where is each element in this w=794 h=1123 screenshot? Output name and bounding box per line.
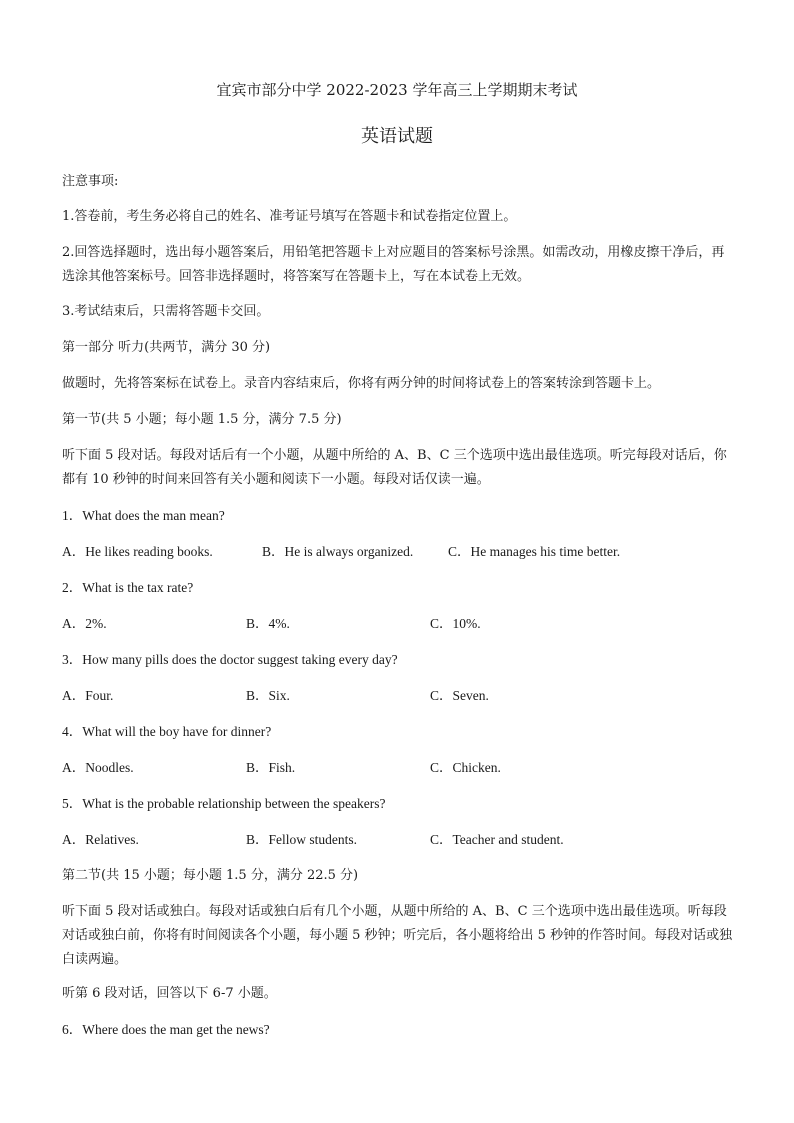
notice-item-3: 3.考试结束后，只需将答题卡交回。	[62, 304, 270, 319]
notice-heading: 注意事项:	[62, 174, 119, 189]
notice-item-2: 2.回答选择题时，选出每小题答案后，用铅笔把答题卡上对应题目的答案标号涂黑。如需改动，用橡皮擦干净后，再选涂其他答案标号。回答非选择题时，将答案写在答题卡上，写在本试卷上无效。	[62, 245, 725, 284]
question-1-option-c: C．He manages his time better.	[448, 544, 621, 559]
question-5-option-b: B．Fellow students.	[246, 832, 358, 847]
question-4-option-c: C．Chicken.	[430, 760, 501, 775]
question-4-option-a: A．Noodles.	[62, 760, 134, 775]
section1-instruction: 听下面 5 段对话。每段对话后有一个小题，从题中所给的 A、B、C 三个选项中选出最佳选项。听完每段对话后，你都有 10 秒钟的时间来回答有关小题和阅读下一小题。每段对话仅读一遍。	[62, 448, 727, 487]
question-3-option-b: B．Six.	[246, 688, 290, 703]
part1-instruction: 做题时，先将答案标在试卷上。录音内容结束后，你将有两分钟的时间将试卷上的答案转涂到答题卡上。	[62, 376, 661, 391]
question-4-stem: 4．What will the boy have for dinner?	[62, 724, 272, 739]
question-4-option-b: B．Fish.	[246, 760, 296, 775]
question-2-option-c: C．10%.	[430, 616, 481, 631]
question-5-option-c: C．Teacher and student.	[430, 832, 564, 847]
question-2-option-b: B．4%.	[246, 616, 290, 631]
section1-heading: 第一节(共 5 小题；每小题 1.5 分，满分 7.5 分)	[62, 412, 342, 427]
exam-title: 宜宾市部分中学 2022-2023 学年高三上学期期末考试	[216, 81, 578, 99]
question-2-option-a: A．2%.	[62, 616, 107, 631]
question-6-stem: 6．Where does the man get the news?	[62, 1022, 270, 1037]
question-3-stem: 3．How many pills does the doctor suggest taking every day?	[62, 652, 398, 667]
question-5-stem: 5．What is the probable relationship between the speakers?	[62, 796, 386, 811]
part1-heading: 第一部分 听力(共两节，满分 30 分)	[62, 340, 271, 355]
section2-heading: 第二节(共 15 小题；每小题 1.5 分，满分 22.5 分)	[62, 868, 359, 883]
section2-instruction: 听下面 5 段对话或独白。每段对话或独白后有几个小题，从题中所给的 A、B、C 三个选项中选出最佳选项。听每段对话或独白前，你将有时间阅读各个小题，每小题 5 秒钟；听完后，各小题将给出 5 秒钟的作答时间。每段对话或独白读两遍。	[62, 904, 733, 967]
question-3-option-c: C．Seven.	[430, 688, 489, 703]
question-1-option-a: A．He likes reading books.	[62, 544, 213, 559]
question-3-option-a: A．Four.	[62, 688, 114, 703]
question-2-stem: 2．What is the tax rate?	[62, 580, 194, 595]
question-1-option-b: B．He is always organized.	[262, 544, 414, 559]
exam-subtitle: 英语试题	[361, 126, 433, 147]
question-5-option-a: A．Relatives.	[62, 832, 139, 847]
notice-item-1: 1.答卷前，考生务必将自己的姓名、准考证号填写在答题卡和试卷指定位置上。	[62, 209, 517, 224]
question-1-stem: 1．What does the man mean?	[62, 508, 225, 523]
dialogue-6-intro: 听第 6 段对话，回答以下 6-7 小题。	[62, 986, 277, 1001]
